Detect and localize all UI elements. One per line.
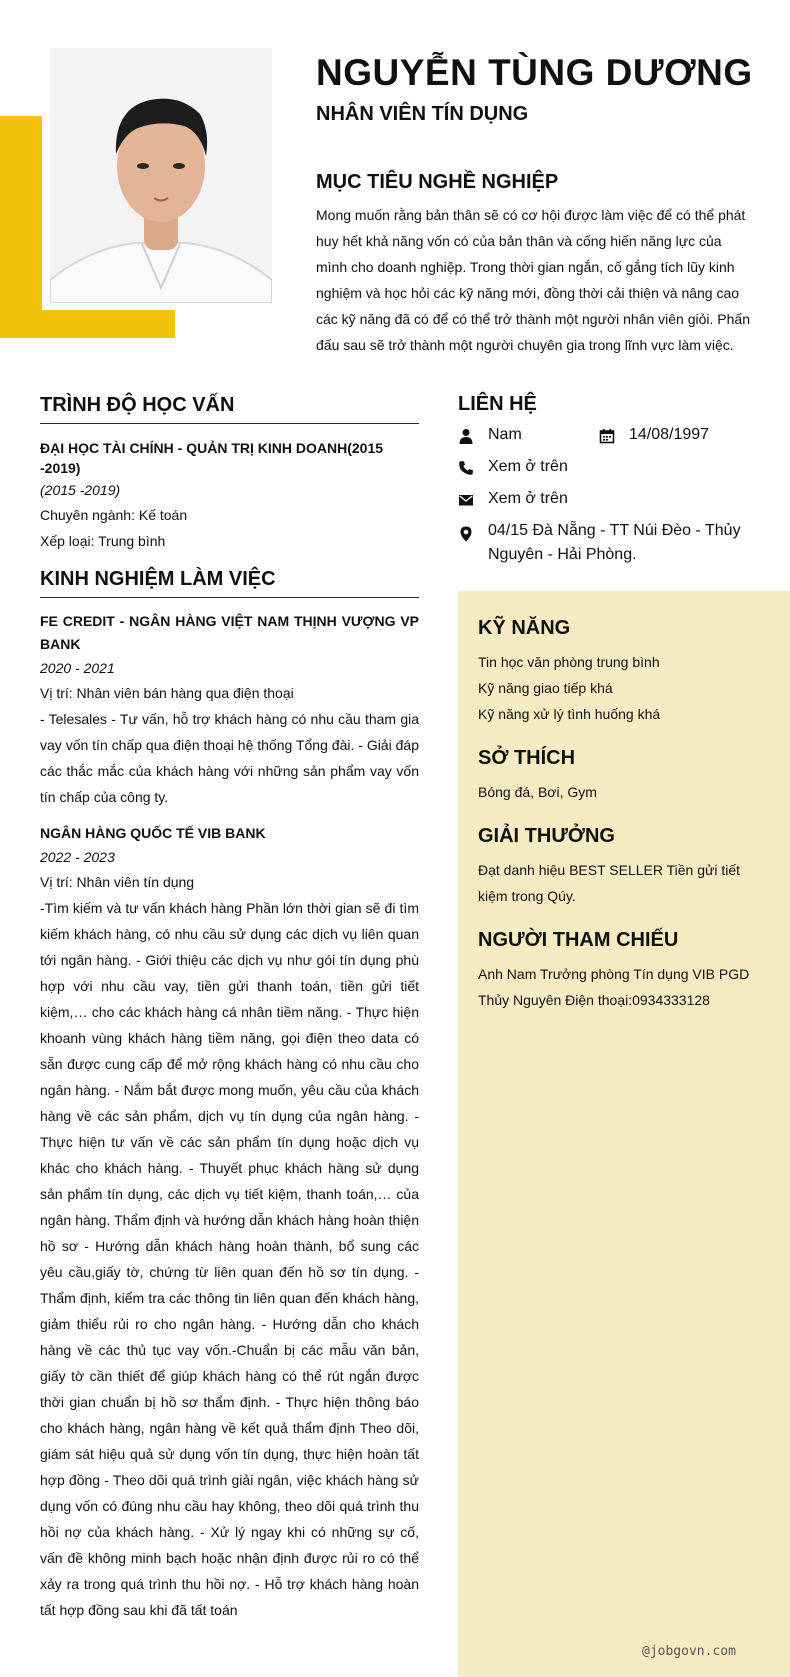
position-title: NHÂN VIÊN TÍN DỤNG (316, 103, 529, 125)
contact-address: 04/15 Đà Nẵng - TT Núi Đèo - Thủy Nguyên - Hải Phòng. (488, 522, 741, 563)
contact-phone: Xem ở trên (488, 458, 568, 475)
education-period: (2015 -2019) (40, 482, 121, 498)
job-company: FE CREDIT - NGÂN HÀNG VIỆT NAM THỊNH VƯỢNG VP BANK (40, 613, 419, 652)
candidate-name: NGUYỄN TÙNG DƯƠNG (316, 52, 753, 93)
awards-text: Đạt danh hiệu BEST SELLER Tiền gửi tiết kiệm trong Qúy. (478, 862, 741, 904)
job-company: NGÂN HÀNG QUỐC TẾ VIB BANK (40, 825, 266, 841)
education-school: ĐẠI HỌC TÀI CHÍNH - QUẢN TRỊ KINH DOANH(2015 -2019) (40, 440, 384, 476)
references-text: Anh Nam Trưởng phòng Tín dụng VIB PGD Thủy Nguyên Điện thoại:0934333128 (478, 966, 750, 1008)
hobbies-text: Bóng đá, Bơi, Gym (478, 784, 597, 800)
education-heading: TRÌNH ĐỘ HỌC VẤN (40, 394, 419, 424)
left-column (40, 394, 419, 1623)
contact-gender: Nam (488, 426, 522, 443)
job-entry (40, 822, 419, 1623)
job-period: 2022 - 2023 (40, 849, 115, 865)
skill-item: Kỹ năng giao tiếp khá (478, 680, 613, 696)
skill-item: Tin học văn phòng trung bình (478, 654, 660, 670)
accent-bar (0, 310, 175, 338)
awards-heading: GIẢI THƯỞNG (478, 825, 615, 847)
references-heading: NGƯỜI THAM CHIẾU (478, 929, 679, 951)
objective-text: Mong muốn rằng bản thân sẽ có cơ hội được làm việc để có thể phát huy hết khả năng vốn có của bản thân và cống hiến năng lực của mình cho doanh nghiệp. Trong thời gian ngắn, cố gắng tích lũy kinh nghiệm và học hỏi các kỹ năng mới, đồng thời cải thiện và nâng cao các kỹ năng đã có để có thể trở thành một người nhân viên giỏi. Phấn đấu sau sẽ trở thành một người chuyên gia trong lĩnh vực làm việc. (316, 207, 750, 353)
side-panel (458, 591, 790, 1677)
hobbies-heading: SỞ THÍCH (478, 747, 576, 769)
job-role: Vị trí: Nhân viên tín dụng (40, 874, 195, 890)
job-description: -Tìm kiếm và tư vấn khách hàng Phần lớn thời gian sẽ đi tìm kiếm khách hàng, có nhu cầu sử dụng các dịch vụ liên quan tới ngân hàng. - Giới thiệu các dịch vụ như gói tín dụng phù hợp với nhu cầu vay, tiền gửi thanh toán, tiền gửi tiết kiệm,… cho các khách hàng cá nhân tiềm năng. - Thực hiện khoanh vùng khách hàng tiềm năng, gọi điện theo data có sẵn được cung cấp để mở rộng khách hàng có nhu cầu cho ngân hàng. - Nắm bắt được mong muốn, yêu cầu của khách hàng về các sản phẩm, dịch vụ tín dụng của ngân hàng. - Thực hiện tư vấn về các sản phẩm tín dụng hoặc dịch vụ khác cho khách hàng. - Thuyết phục khách hàng sử dụng sản phẩm tín dụng, các dịch vụ tiết kiệm, thanh toán,… của ngân hàng. Thẩm định và hướng dẫn khách hàng hoàn thiện hồ sơ - Hướng dẫn khách hàng hoàn thành, bổ sung các yêu cầu,giấy tờ, chứng từ liên quan đến hồ sơ tín dụng. - Thẩm định, kiểm tra các thông tin liên quan đến khách hàng, giảm thiểu rủi ro cho ngân hàng. - Hướng dẫn cho khách hàng về các thủ tục vay vốn.-Chuẩn bị các mẫu văn bản, giấy tờ cần thiết để giúp khách hàng có thể rút ngắn được thời gian chuẩn bị hồ sơ thẩm định. - Thực hiện thông báo cho khách hàng, ngân hàng về kết quả thẩm định Theo dõi, giám sát hiệu quả sử dụng vốn tín dụng, thực hiện hoàn tất hợp đồng - Theo dõi quá trình giải ngân, việc khách hàng sử dụng vốn có đúng nhu cầu hay không, theo dõi quá trình thu hồi nợ của khách hàng. - Xử lý ngay khi có những sự cố, vấn đề không minh bạch hoặc nhận định được rủi ro có thể xảy ra trong quá trình thu hồi nợ. - Hỗ trợ khách hàng hoàn tất hợp đồng sau khi đã tất toán (40, 900, 419, 1618)
job-period: 2020 - 2021 (40, 660, 115, 676)
education-grade: Xếp loại: Trung bình (40, 533, 166, 549)
phone-icon (458, 460, 474, 476)
watermark: @jobgovn.com (642, 1644, 736, 1659)
mail-icon (458, 492, 474, 508)
objective-heading: MỤC TIÊU NGHỀ NGHIỆP (316, 171, 559, 193)
accent-block (0, 116, 42, 338)
location-pin-icon (458, 526, 474, 542)
contact-heading: LIÊN HỆ (458, 393, 537, 415)
profile-photo (50, 48, 272, 303)
experience-heading: KINH NGHIỆM LÀM VIỆC (40, 568, 419, 598)
job-role: Vị trí: Nhân viên bán hàng qua điện thoại (40, 685, 294, 701)
skills-heading: KỸ NĂNG (478, 617, 571, 639)
skill-item: Kỹ năng xử lý tình huống khá (478, 706, 661, 722)
person-icon (458, 428, 474, 444)
job-description: - Telesales - Tư vấn, hỗ trợ khách hàng có nhu cầu tham gia vay vốn tín chấp qua điện thoại hệ thống Tổng đài. - Giải đáp các thắc mắc của khách hàng với những sản phẩm vay vốn tín chấp của công ty. (40, 711, 419, 805)
contact-email: Xem ở trên (488, 490, 568, 507)
job-entry (40, 610, 419, 810)
contact-birthdate: 14/08/1997 (629, 426, 710, 443)
calendar-icon (599, 428, 615, 444)
education-major: Chuyên ngành: Kế toán (40, 507, 188, 523)
